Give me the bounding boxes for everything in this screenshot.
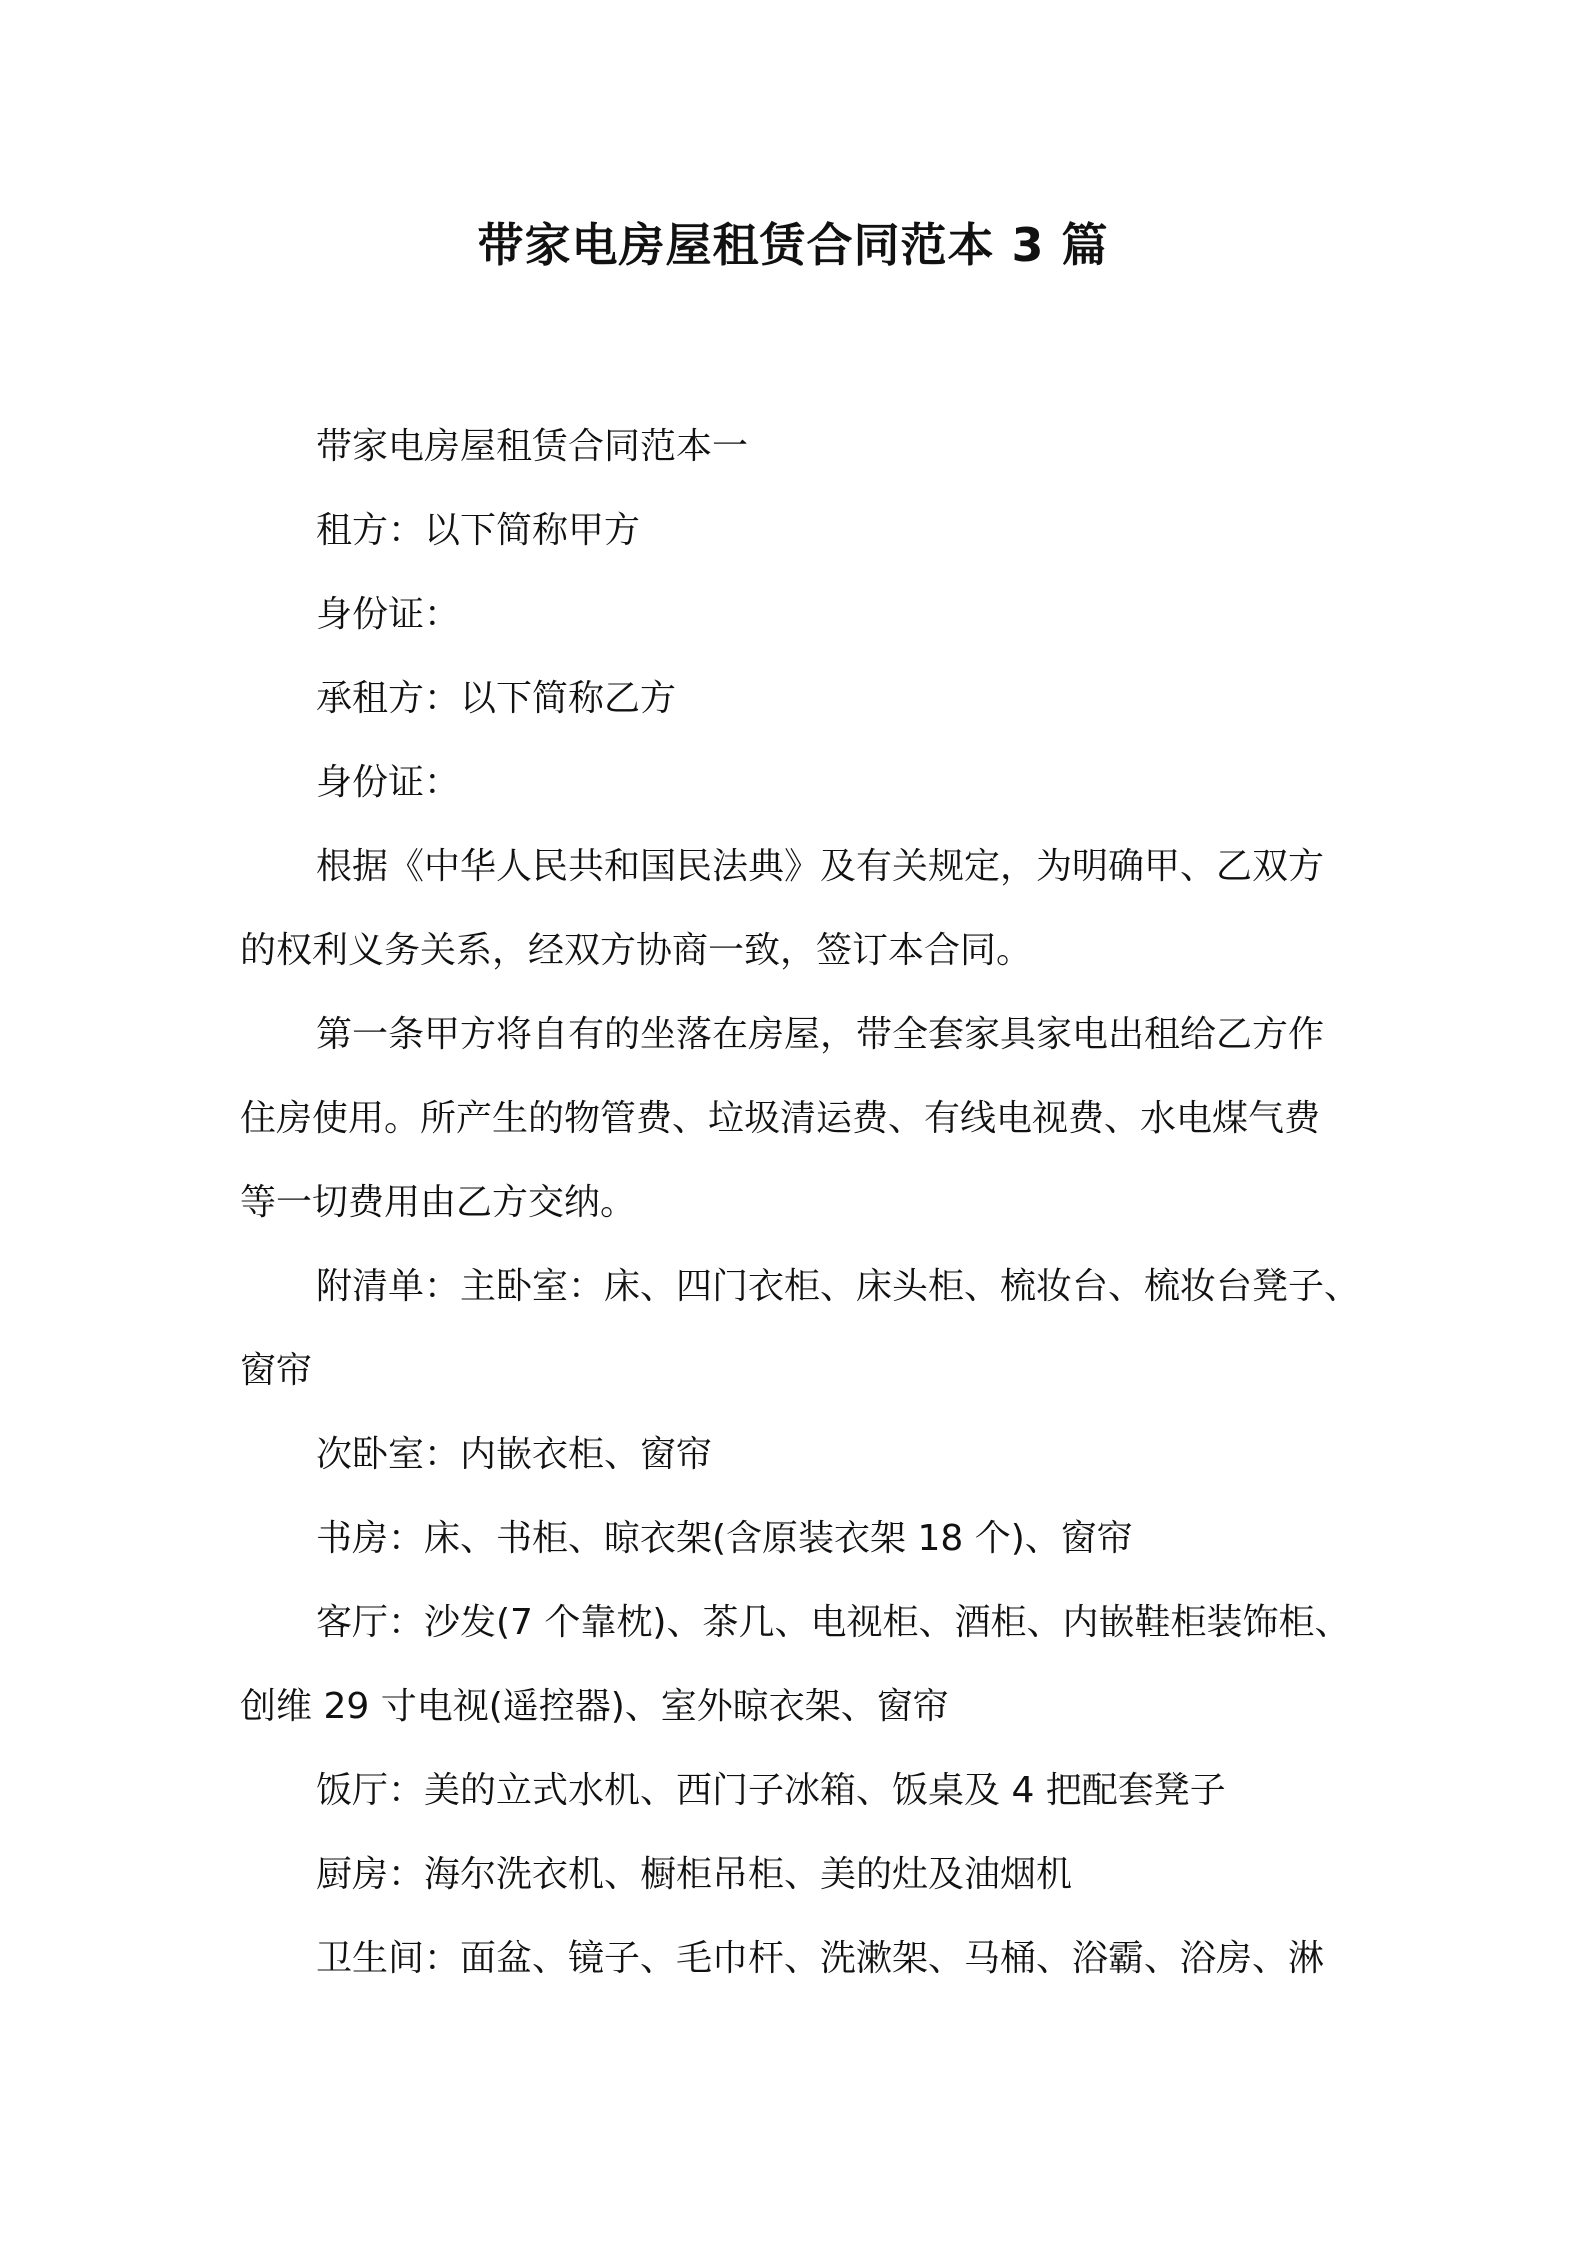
- article-1-line-3: 等一切费用由乙方交纳。: [240, 1182, 637, 1223]
- inventory-second-bedroom: 次卧室：内嵌衣柜、窗帘: [316, 1434, 713, 1475]
- article-1-line-1: 第一条甲方将自有的坐落在房屋，带全套家具家电出租给乙方作: [316, 1014, 1325, 1055]
- inventory-master-bedroom-line-2: 窗帘: [240, 1350, 313, 1391]
- document-title: 带家电房屋租赁合同范本 3 篇: [477, 218, 1109, 272]
- lessor-line: 租方：以下简称甲方: [316, 510, 641, 551]
- document-body: [240, 405, 1360, 2001]
- preamble-line-1: 根据《中华人民共和国民法典》及有关规定，为明确甲、乙双方: [316, 846, 1325, 887]
- inventory-dining-room: 饭厅：美的立式水机、西门子冰箱、饭桌及 4 把配套凳子: [316, 1770, 1226, 1811]
- lessee-line: 承租方：以下简称乙方: [316, 678, 677, 719]
- preamble-line-2: 的权利义务关系，经双方协商一致，签订本合同。: [240, 930, 1033, 971]
- lessor-id-line: 身份证：: [316, 594, 461, 635]
- inventory-living-room-line-2: 创维 29 寸电视(遥控器)、室外晾衣架、窗帘: [240, 1686, 949, 1727]
- lessee-id-line: 身份证：: [316, 762, 461, 803]
- inventory-kitchen: 厨房：海尔洗衣机、橱柜吊柜、美的灶及油烟机: [316, 1854, 1073, 1895]
- inventory-bathroom: 卫生间：面盆、镜子、毛巾杆、洗漱架、马桶、浴霸、浴房、淋: [316, 1938, 1325, 1979]
- section-heading: 带家电房屋租赁合同范本一: [316, 426, 749, 467]
- article-1-line-2: 住房使用。所产生的物管费、垃圾清运费、有线电视费、水电煤气费: [240, 1098, 1321, 1139]
- inventory-study: 书房：床、书柜、晾衣架(含原装衣架 18 个)、窗帘: [316, 1518, 1133, 1559]
- inventory-living-room-line-1: 客厅：沙发(7 个靠枕)、茶几、电视柜、酒柜、内嵌鞋柜装饰柜、: [316, 1602, 1351, 1643]
- inventory-master-bedroom-line-1: 附清单：主卧室：床、四门衣柜、床头柜、梳妆台、梳妆台凳子、: [316, 1266, 1361, 1307]
